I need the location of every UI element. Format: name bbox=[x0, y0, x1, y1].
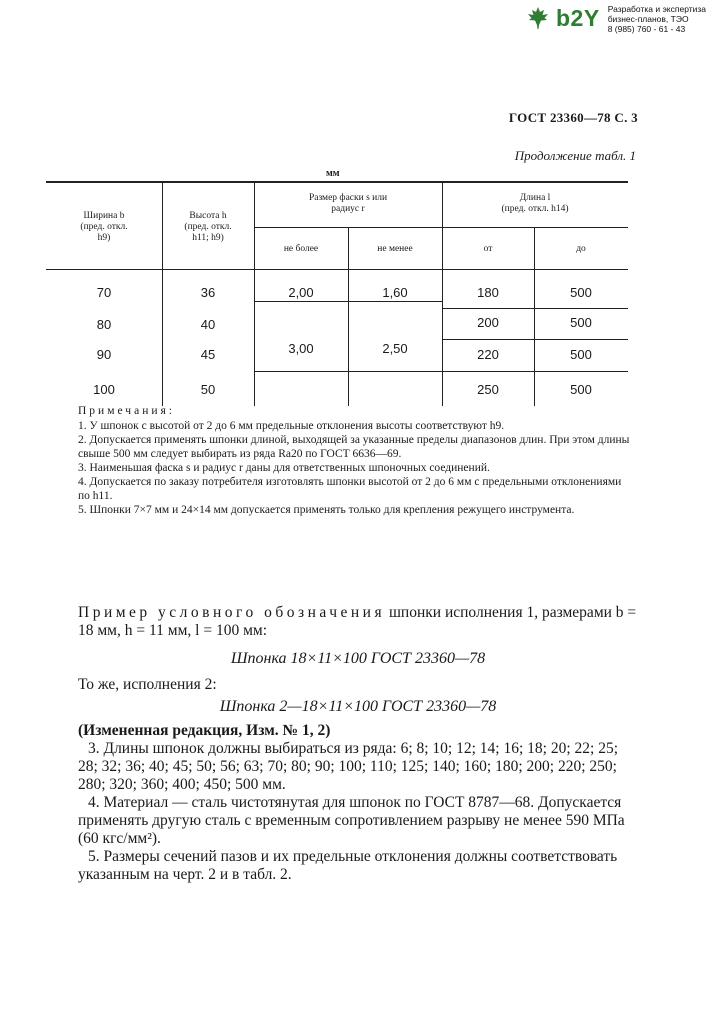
table-rule bbox=[442, 371, 628, 372]
example-intro-spaced: Пример условного обозначения bbox=[78, 604, 386, 621]
header-width: Ширина b (пред. откл. h9) bbox=[80, 211, 128, 243]
cell-h: 40 bbox=[200, 317, 216, 332]
header-height: Высота h (пред. откл. h11; h9) bbox=[184, 211, 232, 243]
cell-l-to: 500 bbox=[570, 315, 592, 330]
cell-l-from: 220 bbox=[477, 347, 499, 362]
table-rule bbox=[46, 181, 628, 183]
clause-5: 5. Размеры сечений пазов и их предельные отклонения должны соответствовать указанным на черт. 2 и в табл. 2. bbox=[78, 848, 618, 883]
note-item: 4. Допускается по заказу потребителя изготовлять шпонки высотой от 2 до 6 мм с предельными отклонениями по h11. bbox=[78, 476, 622, 502]
note-item: 5. Шпонки 7×7 мм и 24×14 мм допускается применять только для крепления режущего инструмента. bbox=[78, 504, 575, 516]
header-length-from: от bbox=[483, 244, 493, 254]
note-item: 1. У шпонок с высотой от 2 до 6 мм предельные отклонения высоты соответствуют h9. bbox=[78, 420, 505, 432]
brand-logo bbox=[526, 4, 706, 34]
header-length-to: до bbox=[576, 244, 586, 254]
cell-h: 45 bbox=[200, 347, 216, 362]
page-header: ГОСТ 23360—78 С. 3 bbox=[508, 110, 638, 125]
designation-2: Шпонка 2—18×11×100 ГОСТ 23360—78 bbox=[219, 698, 497, 715]
cell-s-min: 1,60 bbox=[382, 285, 408, 300]
example-intro-rest: шпонки исполнения 1, размерами b = 18 мм, h = 11 мм, l = 100 мм: bbox=[78, 604, 637, 639]
header-chamfer: Размер фаски s или радиус r bbox=[308, 193, 388, 214]
cell-s-max: 2,00 bbox=[288, 285, 314, 300]
example-intro bbox=[78, 604, 638, 640]
cell-b: 70 bbox=[96, 285, 112, 300]
brand-name: b2Y bbox=[556, 5, 600, 31]
table-continuation: Продолжение табл. 1 bbox=[514, 148, 636, 163]
notes-title: Примечания: bbox=[78, 405, 175, 417]
cell-h: 50 bbox=[200, 382, 216, 397]
table-rule bbox=[442, 339, 628, 340]
cell-b: 80 bbox=[96, 317, 112, 332]
dimensions-table bbox=[46, 181, 628, 406]
table-notes bbox=[78, 404, 630, 517]
header-length: Длина l (пред. откл. h14) bbox=[501, 193, 569, 214]
cell-l-from: 250 bbox=[477, 382, 499, 397]
table-unit: мм bbox=[326, 168, 340, 179]
cell-l-from: 200 bbox=[477, 315, 499, 330]
cell-h: 36 bbox=[200, 285, 216, 300]
clause-4: 4. Материал — сталь чистотянутая для шпонок по ГОСТ 8787—68. Допускается применять другую сталь с временным сопротивлением разрыву не менее 590 МПа (60 кгс/мм²). bbox=[78, 794, 625, 847]
brand-promo bbox=[608, 4, 706, 34]
table-rule bbox=[254, 227, 628, 228]
amendment-note: (Измененная редакция, Изм. № 1, 2) bbox=[78, 722, 331, 739]
header-chamfer-max: не более bbox=[283, 244, 319, 254]
promo-line: Разработка и экспертиза bbox=[607, 4, 707, 14]
same-exec-2: То же, исполнения 2: bbox=[78, 676, 217, 693]
note-item: 2. Допускается применять шпонки длиной, выходящей за указанные пределы диапазонов длин. При этом длины свыше 500 мм следует выбирать из ряда Ra20 по ГОСТ 6636—69. bbox=[78, 434, 630, 460]
promo-line: бизнес-планов, ТЭО bbox=[607, 14, 689, 24]
table-rule bbox=[46, 269, 628, 270]
cell-b: 90 bbox=[96, 347, 112, 362]
designation-1: Шпонка 18×11×100 ГОСТ 23360—78 bbox=[230, 650, 486, 667]
cell-l-from: 180 bbox=[477, 285, 499, 300]
table-rule bbox=[442, 308, 628, 309]
cell-s-min-merged: 2,50 bbox=[382, 341, 408, 356]
header-chamfer-min: не менее bbox=[377, 244, 413, 254]
note-item: 3. Наименьшая фаска s и радиус r даны для ответственных шпоночных соединений. bbox=[78, 462, 490, 474]
promo-line: 8 (985) 760 - 61 - 43 bbox=[607, 24, 686, 34]
cell-b: 100 bbox=[93, 382, 115, 397]
clauses bbox=[78, 740, 638, 884]
maple-leaf-icon bbox=[526, 6, 550, 30]
cell-l-to: 500 bbox=[570, 347, 592, 362]
cell-l-to: 500 bbox=[570, 382, 592, 397]
cell-s-max-merged: 3,00 bbox=[288, 341, 314, 356]
cell-l-to: 500 bbox=[570, 285, 592, 300]
clause-3: 3. Длины шпонок должны выбираться из ряда: 6; 8; 10; 12; 14; 16; 18; 20; 22; 25; 28; 32; 36; 40; 45; 50; 56; 63; 70; 80; 90; 100; 110; 125; 140; 160; 180; 200; 220; 250; 280; 320; 360; 400; 450; 500 мм. bbox=[78, 740, 619, 793]
